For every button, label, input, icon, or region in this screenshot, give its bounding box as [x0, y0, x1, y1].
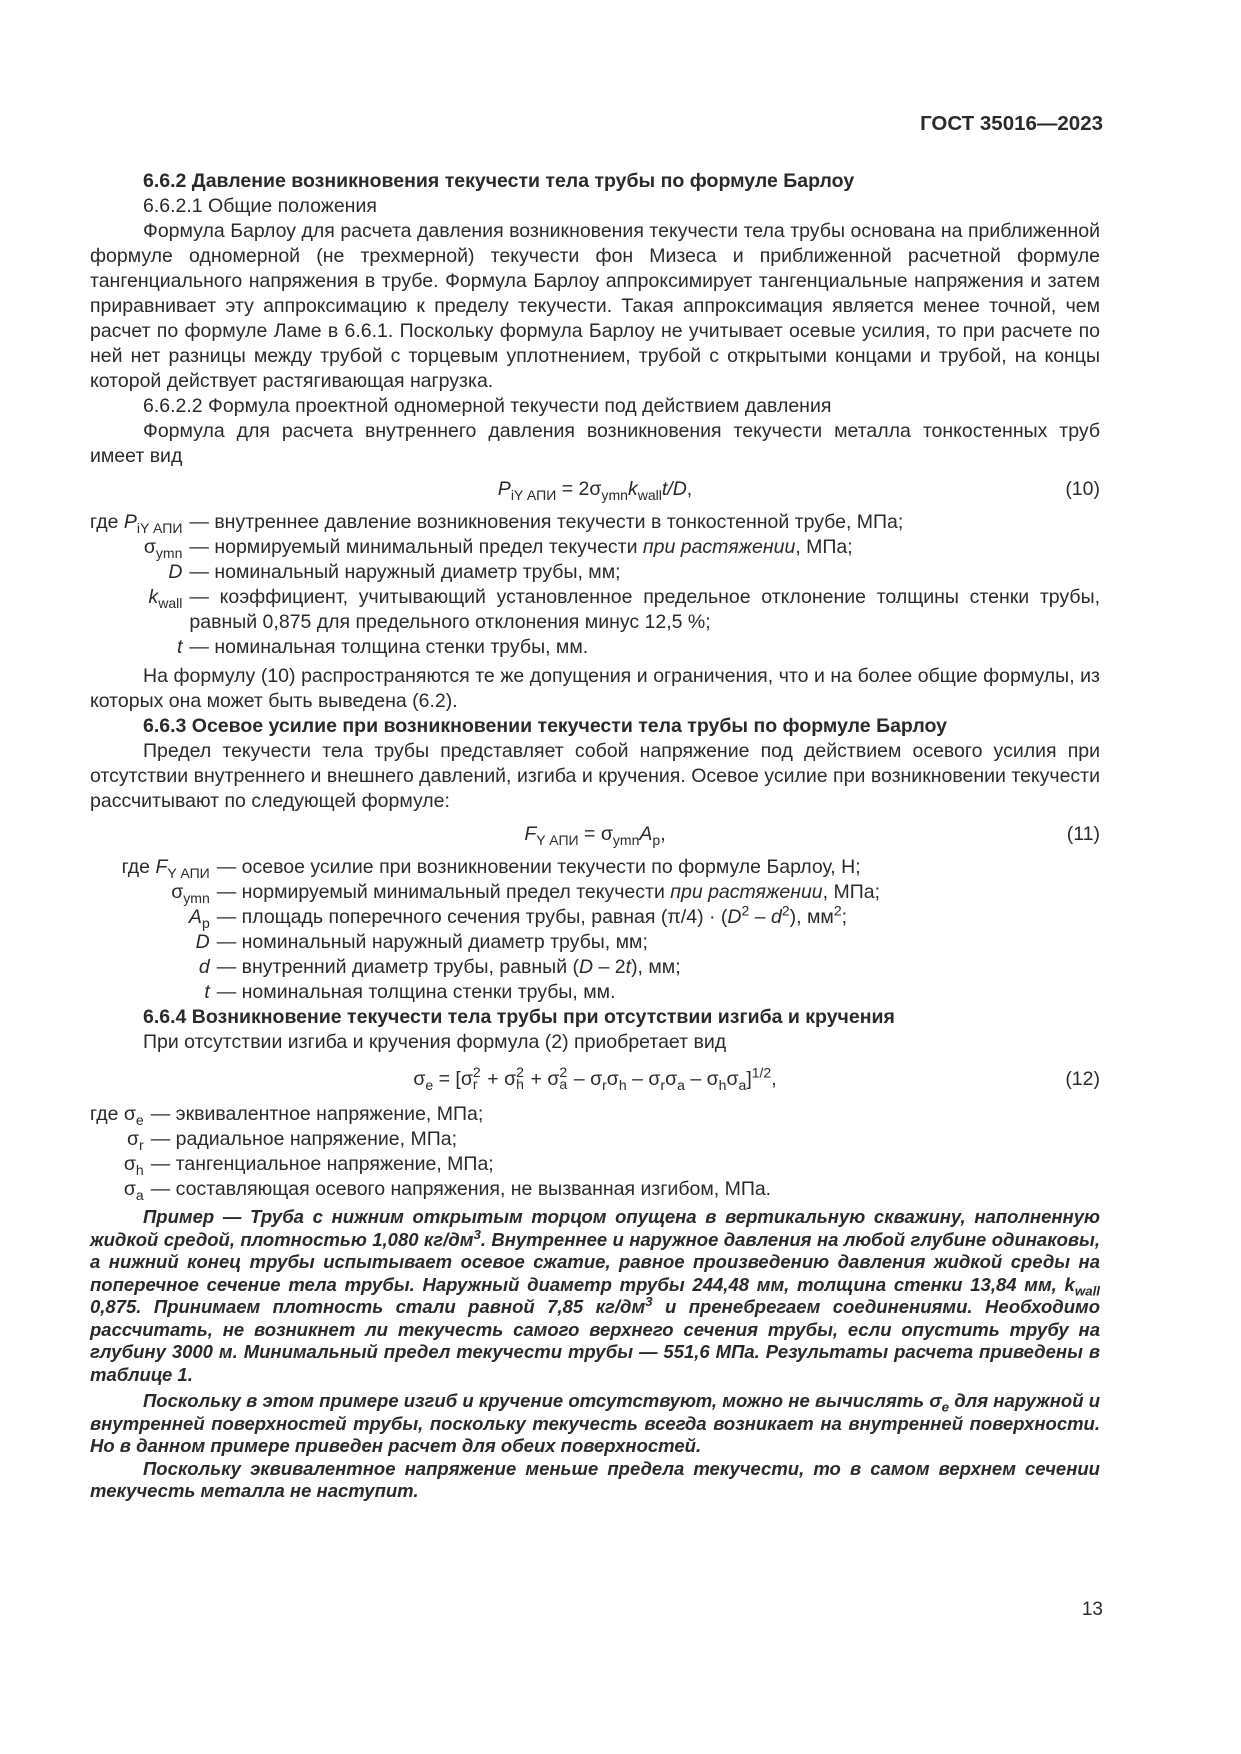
definition-symbol: d [198, 956, 210, 978]
definition-text: — осевое усилие при возникновении текучести по формуле Барлоу, Н; [216, 856, 861, 878]
formula-10 [90, 477, 1100, 502]
definitions-list [90, 1102, 771, 1202]
definition-text: — нормируемый минимальный предел текучести при растяжении, МПа; [216, 881, 881, 903]
formula-11 [90, 822, 1100, 847]
definition-text: — составляющая осевого напряжения, не вызванная изгибом, МПа. [150, 1178, 772, 1200]
definition-text: — тангенциальное напряжение, МПа; [150, 1153, 494, 1175]
definition-row [90, 855, 1100, 880]
definition-row [90, 930, 1100, 955]
definition-row [90, 905, 1100, 930]
paragraph: Формула для расчета внутреннего давления возникновения текучести металла тонкостенных труб имеет вид [90, 420, 1100, 467]
definition-text: — номинальный наружный диаметр трубы, мм; [216, 931, 648, 953]
subsection-heading-6-6-2-2: 6.6.2.2 Формула проектной одномерной текучести под действием давления [143, 395, 832, 417]
definition-text: — внутренний диаметр трубы, равный (D – 2t), мм; [216, 956, 681, 978]
definition-symbol: $\sigma_h$ [123, 1153, 144, 1178]
definition-text: — коэффициент, учитывающий установленное предельное отклонение толщины стенки трубы, равный 0,875 для предельного отклонения минус 12,5 %; [189, 586, 1100, 633]
definition-row [90, 535, 1100, 560]
definition-symbol: $\sigma_{ymn}$ [143, 536, 183, 561]
definition-symbol: $\sigma_{ymn}$ [171, 881, 210, 906]
definition-symbol: t [204, 981, 210, 1003]
definition-text: — площадь поперечного сечения трубы, равная $(\pi/4) \cdot (D^2 - d^2)$, $мм^2$; [216, 902, 848, 928]
definition-row [90, 510, 1100, 535]
definition-row [90, 585, 1100, 635]
definition-symbol: $\sigma_r$ [127, 1128, 144, 1153]
formula-expression: $P_{iY АПИ} = 2\sigma_{ymn}k_{wall}t/D$, [497, 478, 693, 503]
definition-symbol: D [195, 931, 210, 953]
definition-symbol: $k_{wall}$ [148, 586, 183, 611]
formula-number: (11) [1066, 823, 1100, 845]
definitions-list [90, 855, 1100, 1005]
definition-symbol: $\sigma_a$ [123, 1178, 144, 1203]
definition-row [90, 980, 1100, 1005]
definition-text: — номинальный наружный диаметр трубы, мм; [189, 561, 621, 583]
paragraph: При отсутствии изгиба и кручения формула (2) приобретает вид [143, 1031, 727, 1053]
section-heading-6-6-3: 6.6.3 Осевое усилие при возникновении текучести тела трубы по формуле Барлоу [143, 715, 947, 737]
example-paragraph: Пример — Труба с нижним открытым торцом опущена в вертикальную скважину, наполненную жидкой средой, плотностью 1,080 $кг/дм^3$. Внутреннее и наружное давления на любой глубине одинаковы, а нижний конец трубы испытывает осевое сжатие, равное произведению давления жидкой среды на поперечное сечение тела трубы. Наружный диаметр трубы 244,48 мм, толщина стенки 13,84 мм, $k_{wall}$ 0,875. Принимаем плотность стали равной 7,85 $кг/дм^3$ и пренебрегаем соединениями. Необходимо рассчитать, не возникнет ли текучесть самого верхнего сечения трубы, если опустить трубу на глубину 3000 м. Минимальный предел текучести трубы — 551,6 МПа. Результаты расчета приведены в таблице 1. [90, 1206, 1101, 1385]
definition-row [90, 1127, 771, 1152]
definition-symbol: где $F_{Y АПИ}$ [121, 856, 210, 881]
definition-row [90, 1102, 771, 1127]
definition-symbol: t [176, 636, 183, 658]
formula-number: (12) [1065, 1068, 1100, 1090]
definition-symbol: $A_p$ [188, 906, 210, 931]
document-code: ГОСТ 35016—2023 [920, 112, 1103, 135]
definition-text: — радиальное напряжение, МПа; [150, 1128, 457, 1150]
formula-12 [90, 1064, 1100, 1093]
paragraph: Формула Барлоу для расчета давления возникновения текучести тела трубы основана на приближенной формуле одномерной (не трехмерной) текучести фон Мизеса и приближенной расчетной формуле тангенциального напряжения в трубе. Формула Барлоу аппроксимирует тангенциальные напряжения и затем приравнивает эту аппроксимацию к пределу текучести. Такая аппроксимация является менее точной, чем расчет по формуле Ламе в 6.6.1. Поскольку формула Барлоу не учитывает осевые усилия, то при расчете по ней нет разницы между трубой с торцевым уплотнением, трубой с открытыми концами и трубой, на концы которой действует растягивающая нагрузка. [90, 220, 1100, 392]
definition-text: — номинальная толщина стенки трубы, мм. [216, 981, 616, 1003]
page-content [90, 169, 1100, 1503]
definition-row [90, 1177, 771, 1202]
formula-expression: $F_{Y АПИ} = \sigma_{ymn}A_p$, [524, 823, 666, 848]
definition-symbol: D [168, 561, 183, 583]
paragraph: На формулу (10) распространяются те же допущения и ограничения, что и на более общие формулы, из которых она может быть выведена (6.2). [90, 665, 1100, 712]
definition-row [90, 560, 1100, 585]
definition-symbol: где $\sigma_e$ [90, 1103, 144, 1128]
definition-text: — внутреннее давление возникновения текучести в тонкостенной трубе, МПа; [189, 511, 904, 533]
definition-text: — номинальная толщина стенки трубы, мм. [189, 636, 589, 658]
definition-row [90, 955, 1100, 980]
example-paragraph: Поскольку эквивалентное напряжение меньше предела текучести, то в самом верхнем сечении текучесть металла не наступит. [90, 1457, 1100, 1501]
definition-row [90, 635, 1100, 660]
subsection-heading-6-6-2-1: 6.6.2.1 Общие положения [143, 195, 377, 217]
definition-symbol: где $P_{iY АПИ}$ [90, 511, 183, 536]
page-number: 13 [1081, 1599, 1103, 1620]
definition-text: — эквивалентное напряжение, МПа; [150, 1103, 484, 1125]
section-heading-6-6-2: 6.6.2 Давление возникновения текучести тела трубы по формуле Барлоу [143, 170, 855, 192]
formula-number: (10) [1065, 478, 1100, 500]
formula-expression: $\sigma_e = [\sigma$ 2 r + σ 2 h + σ 2 a – $\sigma_r\sigma_h - \sigma_r\sigma_a - \sigma_h\sigma_a]^{1/2}$, [413, 1064, 777, 1093]
definition-row [90, 1152, 771, 1177]
definition-row [90, 880, 1100, 905]
paragraph: Предел текучести тела трубы представляет собой напряжение под действием осевого усилия при отсутствии внутреннего и внешнего давлений, изгиба и кручения. Осевое усилие при возникновении текучести рассчитывают по следующей формуле: [90, 740, 1100, 812]
section-heading-6-6-4: 6.6.4 Возникновение текучести тела трубы при отсутствии изгиба и кручения [143, 1006, 895, 1028]
example-paragraph: Поскольку в этом примере изгиб и кручение отсутствуют, можно не вычислять $\sigma_e$ для наружной и внутренней поверхностей трубы, поскольку текучесть всегда возникает на внутренней поверхности. Но в данном примере приведен расчет для обеих поверхностей. [90, 1390, 1100, 1456]
definition-text: — нормируемый минимальный предел текучести при растяжении, МПа; [189, 536, 853, 558]
definitions-list [90, 510, 1100, 660]
